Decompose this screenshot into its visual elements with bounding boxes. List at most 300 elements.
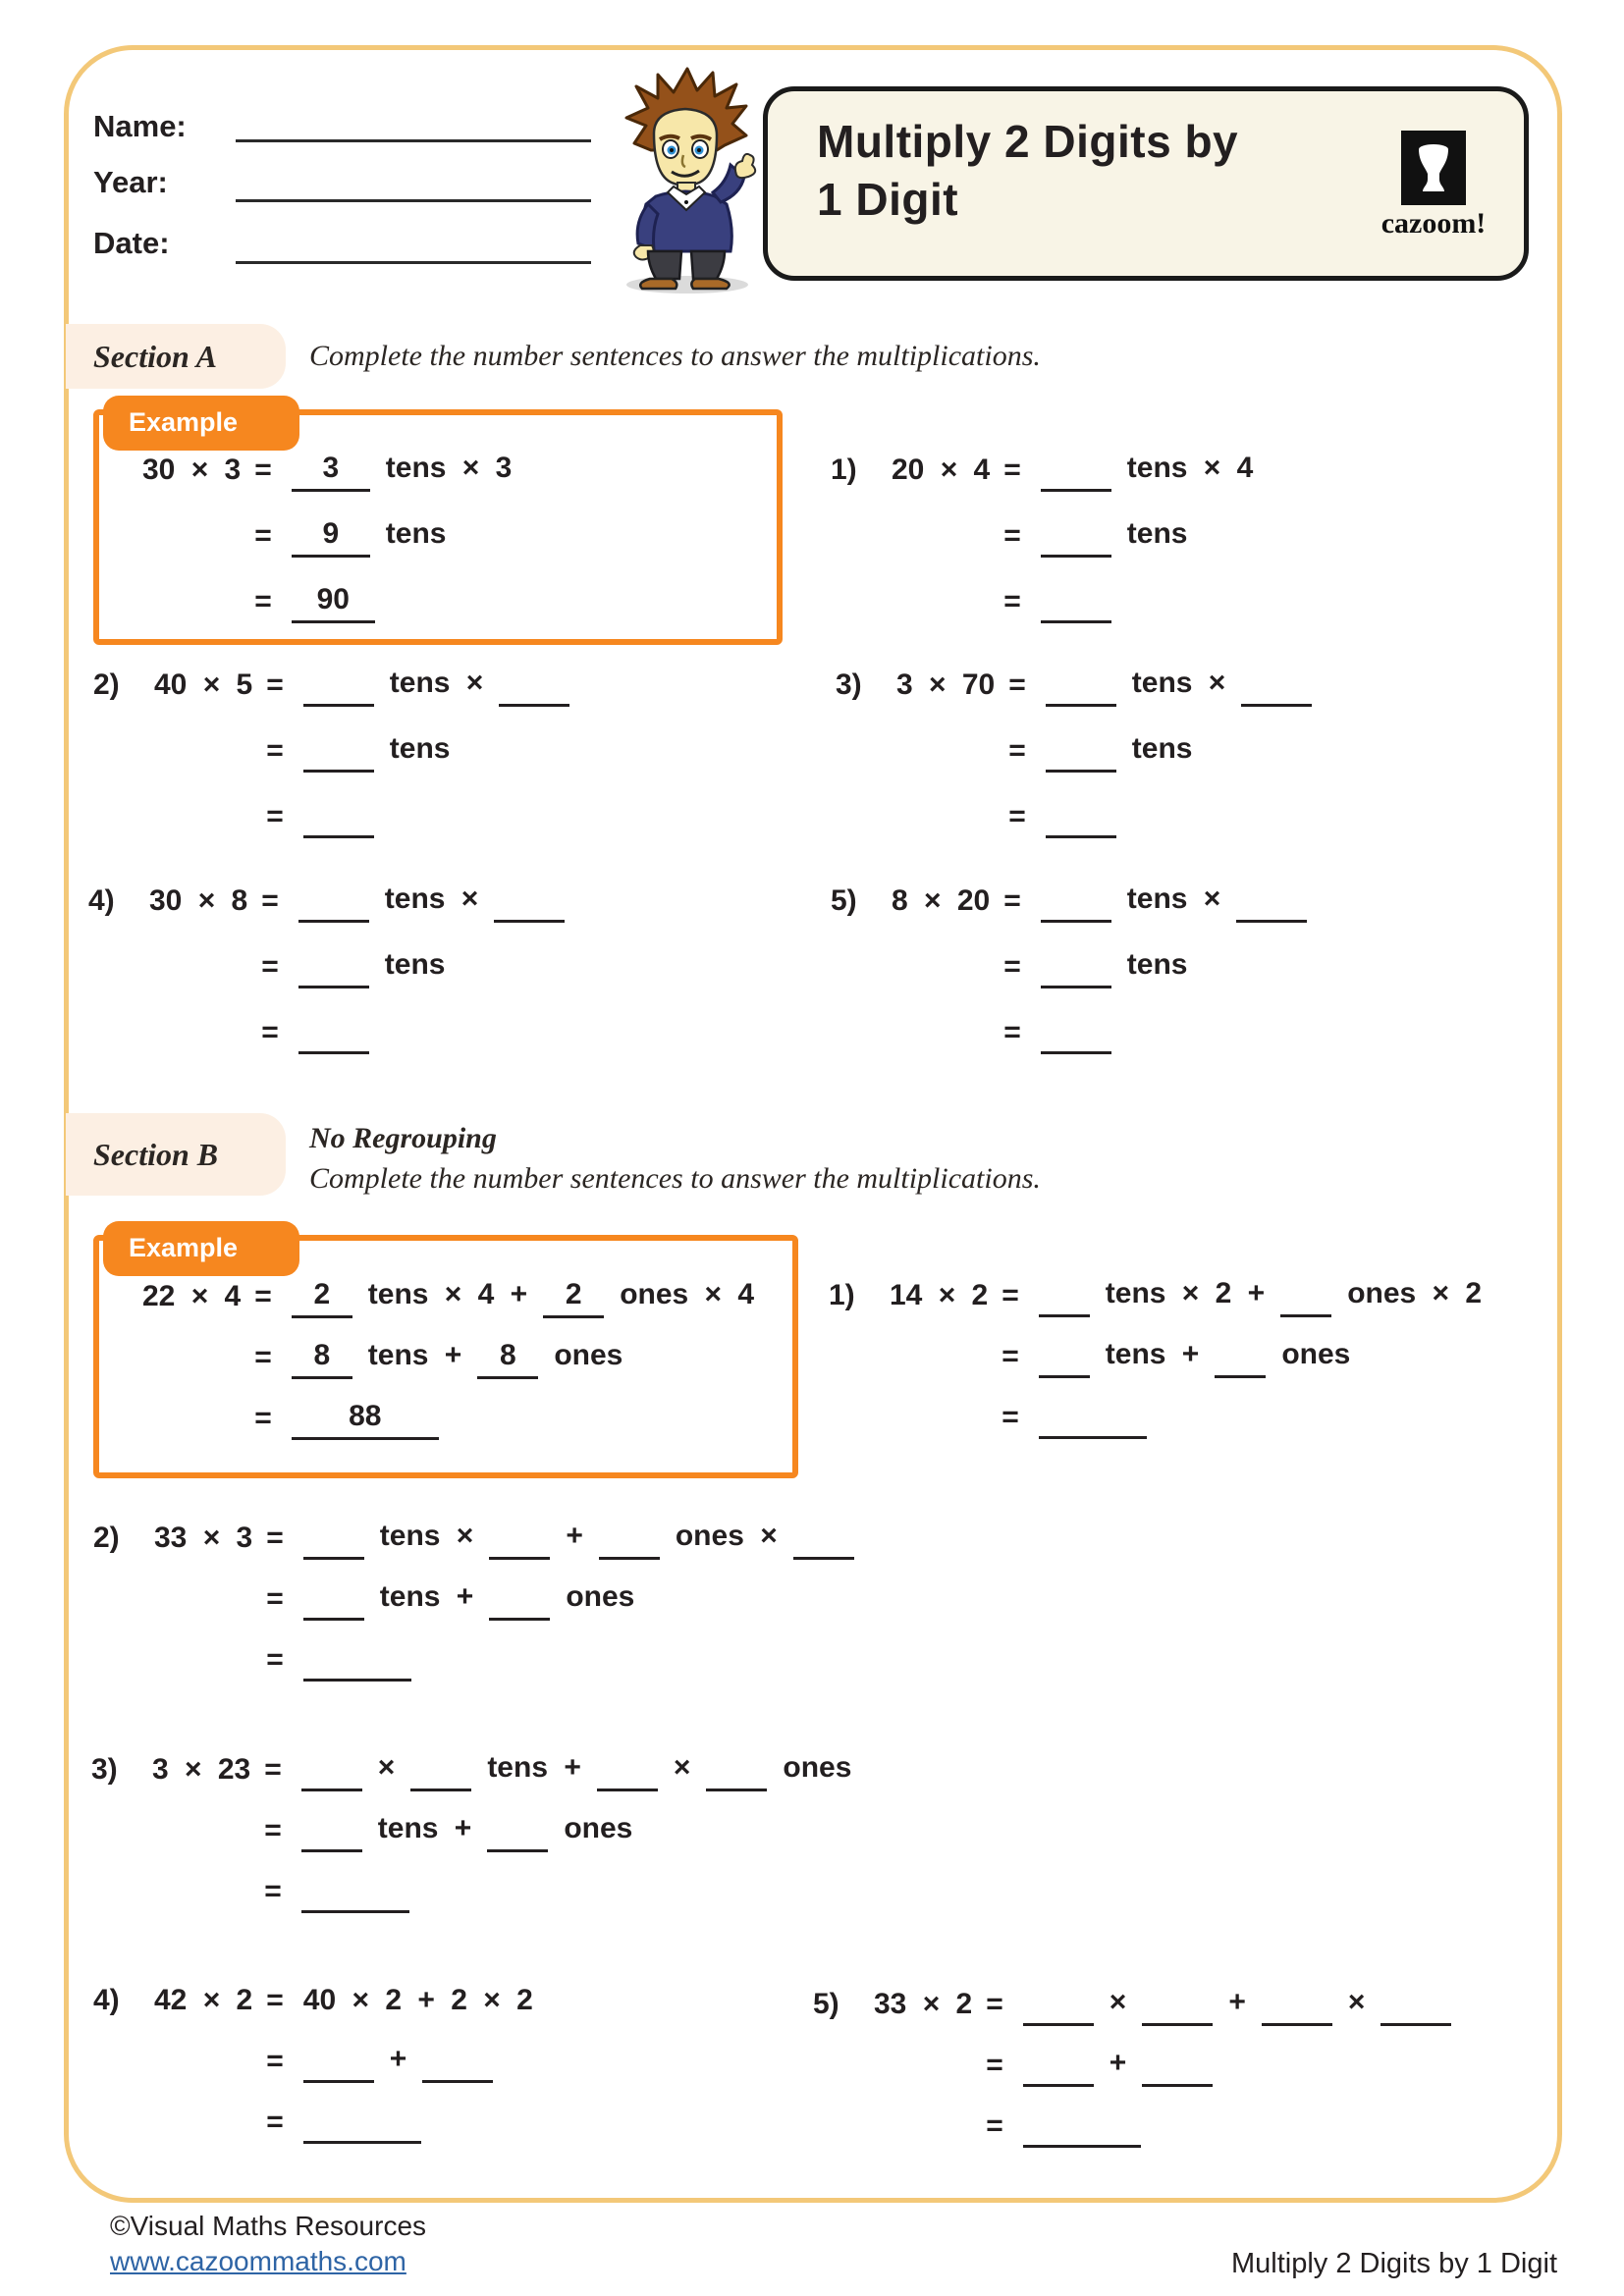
question-number: 2) <box>93 1522 120 1554</box>
question-number <box>93 1569 154 1629</box>
example-tab: Example <box>103 1221 299 1276</box>
equation-line <box>831 999 1307 1065</box>
footer-link[interactable]: www.cazoommaths.com <box>110 2246 406 2276</box>
equation-text: × <box>1109 1986 1127 2018</box>
equals-sign: = <box>266 667 284 701</box>
equals-sign: = <box>1001 1340 1019 1372</box>
question-number <box>831 503 892 568</box>
equation-text: tens <box>384 947 446 981</box>
equation-text: tens + <box>367 1339 462 1371</box>
question-number <box>836 783 896 849</box>
question-number <box>831 999 892 1065</box>
question-a1 <box>831 437 1253 634</box>
question-expression <box>874 2096 986 2157</box>
equals-sign: = <box>254 1402 272 1434</box>
question-number <box>88 934 149 999</box>
equation-table <box>831 437 1253 634</box>
section-a-label: Section A <box>93 338 217 374</box>
answer-blank[interactable] <box>303 2040 374 2083</box>
equation-text: tens + <box>379 1580 474 1613</box>
year-label: Year: <box>93 165 168 199</box>
question-b2 <box>93 1508 854 1690</box>
equals-sign: = <box>254 453 272 486</box>
equation-table <box>142 1266 754 1449</box>
equation-line <box>831 568 1253 634</box>
question-number <box>813 2096 874 2157</box>
question-a5 <box>831 868 1307 1065</box>
equals-sign: = <box>266 1984 284 2016</box>
question-number <box>93 1629 154 1690</box>
question-number: 4) <box>88 883 115 917</box>
equation-line <box>142 568 512 634</box>
answer-blank[interactable] <box>422 2040 493 2083</box>
answer-blank[interactable] <box>1215 1335 1266 1378</box>
equals-sign: = <box>254 584 272 617</box>
section-b-instruction: Complete the number sentences to answer the multiplications. <box>309 1162 1041 1195</box>
equation-terms <box>1041 503 1254 568</box>
equation-line <box>142 1327 754 1388</box>
question-expression: 33 × 2 <box>874 1988 973 2020</box>
answer-blank[interactable] <box>1046 664 1116 707</box>
answer-blank[interactable] <box>706 1748 767 1791</box>
equation-line <box>831 868 1307 934</box>
question-number <box>831 568 892 634</box>
question-expression <box>142 568 254 634</box>
question-expression <box>890 1326 1001 1387</box>
question-number <box>93 2092 154 2153</box>
equation-terms <box>303 783 570 849</box>
equation-line <box>93 783 569 849</box>
equation-text: tens × 4 + <box>367 1278 528 1310</box>
question-expression <box>152 1800 264 1861</box>
question-number: 5) <box>813 1988 839 2020</box>
question-number <box>93 2031 154 2092</box>
equation-line <box>91 1800 851 1861</box>
section-a-pill <box>66 324 286 389</box>
equals-sign: = <box>1003 453 1021 486</box>
equation-line <box>836 783 1312 849</box>
question-number: 4) <box>93 1984 120 2016</box>
question-expression: 14 × 2 <box>890 1279 989 1311</box>
equation-line <box>142 1388 754 1449</box>
answer-blank[interactable] <box>303 729 374 773</box>
answer-blank[interactable] <box>1046 795 1116 838</box>
equation-line <box>829 1265 1482 1326</box>
equation-terms <box>1046 718 1313 783</box>
equation-text: tens × <box>389 666 484 699</box>
answer-blank[interactable] <box>298 945 369 988</box>
equals-sign: = <box>1008 733 1026 767</box>
equation-terms <box>301 1800 852 1861</box>
footer-worksheet-title: Multiply 2 Digits by 1 Digit <box>1231 2248 1557 2279</box>
equation-line <box>91 1739 851 1800</box>
question-number <box>836 718 896 783</box>
equals-sign: = <box>254 1341 272 1373</box>
question-number <box>91 1861 152 1922</box>
question-b1 <box>829 1265 1482 1448</box>
question-expression <box>892 934 1003 999</box>
question-expression: 22 × 4 <box>142 1280 242 1312</box>
equation-text: tens × <box>379 1520 474 1552</box>
equation-terms <box>298 868 566 934</box>
equals-sign: = <box>266 799 284 832</box>
equation-terms <box>303 2092 533 2153</box>
question-number: 3) <box>836 667 862 701</box>
question-expression <box>154 1569 266 1629</box>
answer-blank[interactable] <box>1280 1274 1331 1317</box>
question-number <box>831 934 892 999</box>
equals-sign: = <box>264 1875 282 1907</box>
equation-terms <box>292 503 513 568</box>
example-answer: 9 <box>292 514 370 558</box>
equation-text: ones <box>566 1580 635 1613</box>
equation-terms <box>303 652 570 718</box>
example-answer: 2 <box>292 1275 352 1318</box>
equation-terms <box>1039 1265 1482 1326</box>
logo-wordmark: cazoom! <box>1380 207 1487 240</box>
section-b-subtitle: No Regrouping <box>309 1122 497 1154</box>
equation-text: tens + <box>1105 1338 1200 1370</box>
equation-text: ones <box>554 1339 623 1371</box>
answer-blank[interactable] <box>1041 449 1111 492</box>
equals-sign: = <box>254 518 272 552</box>
question-expression <box>890 1387 1001 1448</box>
question-number: 5) <box>831 883 857 917</box>
equation-line <box>829 1326 1482 1387</box>
equation-line <box>829 1387 1482 1448</box>
question-expression <box>874 2035 986 2096</box>
equation-line <box>93 718 569 783</box>
equation-line <box>813 2096 1451 2157</box>
answer-blank[interactable] <box>494 880 565 923</box>
equation-table <box>831 868 1307 1065</box>
equation-text: + <box>389 2043 407 2075</box>
question-a2 <box>93 652 569 849</box>
equation-text: tens × <box>1126 881 1221 915</box>
answer-blank[interactable] <box>1041 880 1111 923</box>
question-expression: 3 × 23 <box>152 1753 251 1786</box>
question-expression <box>154 718 266 783</box>
answer-blank[interactable] <box>489 1517 550 1560</box>
equation-text: tens + <box>377 1812 472 1844</box>
answer-blank[interactable] <box>487 1809 548 1852</box>
question-b3 <box>91 1739 851 1922</box>
question-expression: 30 × 3 <box>142 453 242 486</box>
equation-line <box>88 999 565 1065</box>
answer-blank[interactable] <box>1041 945 1111 988</box>
question-expression <box>892 503 1003 568</box>
equals-sign: = <box>261 949 279 983</box>
answer-blank[interactable] <box>298 880 369 923</box>
example-answer: 8 <box>477 1336 538 1379</box>
equation-terms <box>1041 999 1308 1065</box>
answer-blank[interactable] <box>301 1870 409 1913</box>
example-equation-a <box>142 437 512 634</box>
answer-blank[interactable] <box>1041 1011 1111 1054</box>
question-number <box>91 1800 152 1861</box>
footer-copyright: ©Visual Maths Resources <box>110 2211 427 2241</box>
equation-terms <box>1039 1326 1482 1387</box>
equation-text: × <box>1347 1986 1366 2018</box>
question-expression: 3 × 70 <box>896 667 996 701</box>
equation-text: 40 × 2 + 2 × 2 <box>302 1984 533 2016</box>
example-answer: 3 <box>292 449 370 492</box>
equals-sign: = <box>1003 518 1021 552</box>
question-expression <box>154 2092 266 2153</box>
answer-blank[interactable] <box>1023 2105 1141 2148</box>
question-expression: 30 × 8 <box>149 883 248 917</box>
equation-line <box>836 652 1312 718</box>
equation-text: tens <box>385 516 447 550</box>
equation-table <box>829 1265 1482 1448</box>
equals-sign: = <box>266 2045 284 2077</box>
equals-sign: = <box>986 1988 1003 2020</box>
name-label: Name: <box>93 109 187 143</box>
question-expression: 42 × 2 <box>154 1984 253 2016</box>
answer-blank[interactable] <box>499 664 569 707</box>
question-expression <box>892 568 1003 634</box>
question-expression: 8 × 20 <box>892 883 991 917</box>
equation-terms <box>303 1629 854 1690</box>
name-write-line[interactable] <box>236 139 591 142</box>
mascot-boy-illustration <box>597 57 774 297</box>
equation-line <box>831 437 1253 503</box>
equation-terms <box>303 1569 854 1629</box>
equation-text: + <box>566 1520 583 1552</box>
equals-sign: = <box>266 2106 284 2138</box>
equals-sign: = <box>261 883 279 917</box>
title-line-2: 1 Digit <box>817 174 959 225</box>
answer-blank[interactable] <box>303 795 374 838</box>
answer-blank[interactable] <box>1142 1983 1213 2026</box>
equation-table <box>836 652 1312 849</box>
equals-sign: = <box>266 733 284 767</box>
answer-blank[interactable] <box>1262 1983 1332 2026</box>
equation-terms <box>1023 1974 1452 2035</box>
question-b5 <box>813 1974 1451 2157</box>
drum-icon <box>1401 131 1466 205</box>
equation-terms <box>292 437 513 503</box>
question-a3 <box>836 652 1312 849</box>
answer-blank[interactable] <box>298 1011 369 1054</box>
equation-terms <box>292 1388 754 1449</box>
equation-table <box>91 1739 851 1922</box>
equation-line <box>142 503 512 568</box>
answer-blank[interactable] <box>1380 1983 1451 2026</box>
question-expression <box>142 503 254 568</box>
equation-text: tens + <box>487 1751 581 1784</box>
equation-table <box>142 437 512 634</box>
equation-line <box>836 718 1312 783</box>
equals-sign: = <box>986 2109 1003 2142</box>
question-expression <box>154 783 266 849</box>
question-expression: 33 × 3 <box>154 1522 253 1554</box>
equals-sign: = <box>1003 584 1021 617</box>
question-expression <box>142 1327 254 1388</box>
equation-text: ones × 2 <box>1347 1277 1483 1309</box>
question-expression: 20 × 4 <box>892 453 991 486</box>
equation-line <box>831 934 1307 999</box>
equation-line <box>831 503 1253 568</box>
equation-line <box>813 2035 1451 2096</box>
equation-line <box>88 934 565 999</box>
equals-sign: = <box>986 2049 1003 2081</box>
equation-text: + <box>1228 1986 1246 2018</box>
year-write-line[interactable] <box>236 199 591 202</box>
equation-terms <box>1046 652 1313 718</box>
equation-terms <box>1023 2035 1452 2096</box>
answer-blank[interactable] <box>1046 729 1116 773</box>
answer-blank[interactable] <box>793 1517 854 1560</box>
equation-table <box>88 868 565 1065</box>
equation-table <box>93 652 569 849</box>
question-number: 3) <box>91 1753 118 1786</box>
question-number <box>813 2035 874 2096</box>
equals-sign: = <box>264 1814 282 1846</box>
question-expression <box>149 999 261 1065</box>
equation-terms <box>292 1266 754 1327</box>
example-answer: 2 <box>543 1275 604 1318</box>
equation-line <box>93 2031 533 2092</box>
equation-text: tens <box>1131 731 1193 765</box>
worksheet-title-box <box>763 86 1529 281</box>
equation-text: tens <box>389 731 451 765</box>
answer-blank[interactable] <box>489 1577 550 1621</box>
equation-terms <box>303 718 570 783</box>
equation-terms <box>301 1739 852 1800</box>
date-label: Date: <box>93 226 170 260</box>
question-number <box>93 718 154 783</box>
example-tab: Example <box>103 396 299 451</box>
question-number <box>829 1387 890 1448</box>
date-write-line[interactable] <box>236 261 591 264</box>
equation-terms <box>298 999 566 1065</box>
section-b-pill <box>66 1113 286 1196</box>
equals-sign: = <box>266 1643 284 1676</box>
answer-blank[interactable] <box>1039 1335 1090 1378</box>
answer-blank[interactable] <box>303 1638 411 1682</box>
question-number <box>93 783 154 849</box>
equation-terms <box>298 934 566 999</box>
answer-blank[interactable] <box>1041 514 1111 558</box>
equation-text: ones × 4 <box>620 1278 755 1310</box>
equation-text: tens × 2 + <box>1105 1277 1266 1309</box>
equation-text: ones <box>564 1812 633 1844</box>
equation-text: ones <box>783 1751 852 1784</box>
equation-table <box>93 1970 533 2153</box>
equals-sign: = <box>266 1522 284 1554</box>
question-expression <box>896 718 1008 783</box>
equals-sign: = <box>1008 799 1026 832</box>
equation-terms <box>1023 2096 1452 2157</box>
equation-text: × <box>377 1751 396 1784</box>
answer-blank[interactable] <box>301 1809 362 1852</box>
answer-blank[interactable] <box>410 1748 471 1791</box>
question-expression <box>154 1629 266 1690</box>
question-expression <box>149 934 261 999</box>
equals-sign: = <box>1001 1279 1019 1311</box>
answer-blank[interactable] <box>1023 2044 1094 2087</box>
equation-terms <box>303 1508 854 1569</box>
question-number: 1) <box>831 453 857 486</box>
answer-blank[interactable] <box>1039 1274 1090 1317</box>
example-equation-b <box>142 1266 754 1449</box>
example-box-a <box>93 409 783 645</box>
equation-terms <box>1041 868 1308 934</box>
equation-line <box>93 1508 854 1569</box>
question-a4 <box>88 868 565 1065</box>
question-expression <box>152 1861 264 1922</box>
equation-text: tens <box>1126 947 1188 981</box>
equation-terms <box>292 568 513 634</box>
answer-blank[interactable] <box>303 2101 421 2144</box>
answer-blank[interactable] <box>1039 1396 1147 1439</box>
answer-blank[interactable] <box>1142 2044 1213 2087</box>
example-answer: 88 <box>292 1397 439 1440</box>
equation-text: tens × <box>1131 666 1226 699</box>
section-a-instruction: Complete the number sentences to answer the multiplications. <box>309 340 1041 372</box>
equation-text: + <box>1109 2047 1127 2079</box>
question-expression <box>154 2031 266 2092</box>
section-b-label: Section B <box>93 1136 219 1172</box>
equation-line <box>93 2092 533 2153</box>
equation-text: tens <box>1126 516 1188 550</box>
equation-line <box>93 1970 533 2031</box>
equals-sign: = <box>1003 949 1021 983</box>
equals-sign: = <box>264 1753 282 1786</box>
answer-blank[interactable] <box>1041 580 1111 623</box>
equals-sign: = <box>1008 667 1026 701</box>
question-expression <box>142 1388 254 1449</box>
equation-terms <box>1046 783 1313 849</box>
answer-blank[interactable] <box>301 1748 362 1791</box>
answer-blank[interactable] <box>1241 664 1312 707</box>
equation-terms <box>292 1327 754 1388</box>
cazoom-logo <box>1365 131 1502 240</box>
answer-blank[interactable] <box>303 1577 364 1621</box>
equation-terms <box>1041 934 1308 999</box>
answer-blank[interactable] <box>1236 880 1307 923</box>
question-expression <box>896 783 1008 849</box>
equation-text: tens × 4 <box>1126 451 1254 484</box>
answer-blank[interactable] <box>597 1748 658 1791</box>
equation-line <box>93 1629 854 1690</box>
example-box-b <box>93 1235 798 1478</box>
question-number: 1) <box>829 1279 855 1311</box>
equation-terms <box>1039 1387 1482 1448</box>
answer-blank[interactable] <box>303 664 374 707</box>
equation-terms <box>303 2031 533 2092</box>
answer-blank[interactable] <box>1023 1983 1094 2026</box>
question-expression: 40 × 5 <box>154 667 253 701</box>
equals-sign: = <box>1001 1401 1019 1433</box>
example-answer: 90 <box>292 580 375 623</box>
equals-sign: = <box>1003 883 1021 917</box>
answer-blank[interactable] <box>599 1517 660 1560</box>
equation-text: ones <box>1281 1338 1351 1370</box>
question-b4 <box>93 1970 533 2153</box>
question-number <box>88 999 149 1065</box>
answer-blank[interactable] <box>303 1517 364 1560</box>
question-expression <box>892 999 1003 1065</box>
equation-text: × <box>673 1751 691 1784</box>
equation-line <box>93 1569 854 1629</box>
equation-line <box>88 868 565 934</box>
equation-terms <box>1041 568 1254 634</box>
title-line-1: Multiply 2 Digits by <box>817 116 1239 167</box>
equals-sign: = <box>261 1015 279 1048</box>
equation-text: tens × <box>384 881 479 915</box>
